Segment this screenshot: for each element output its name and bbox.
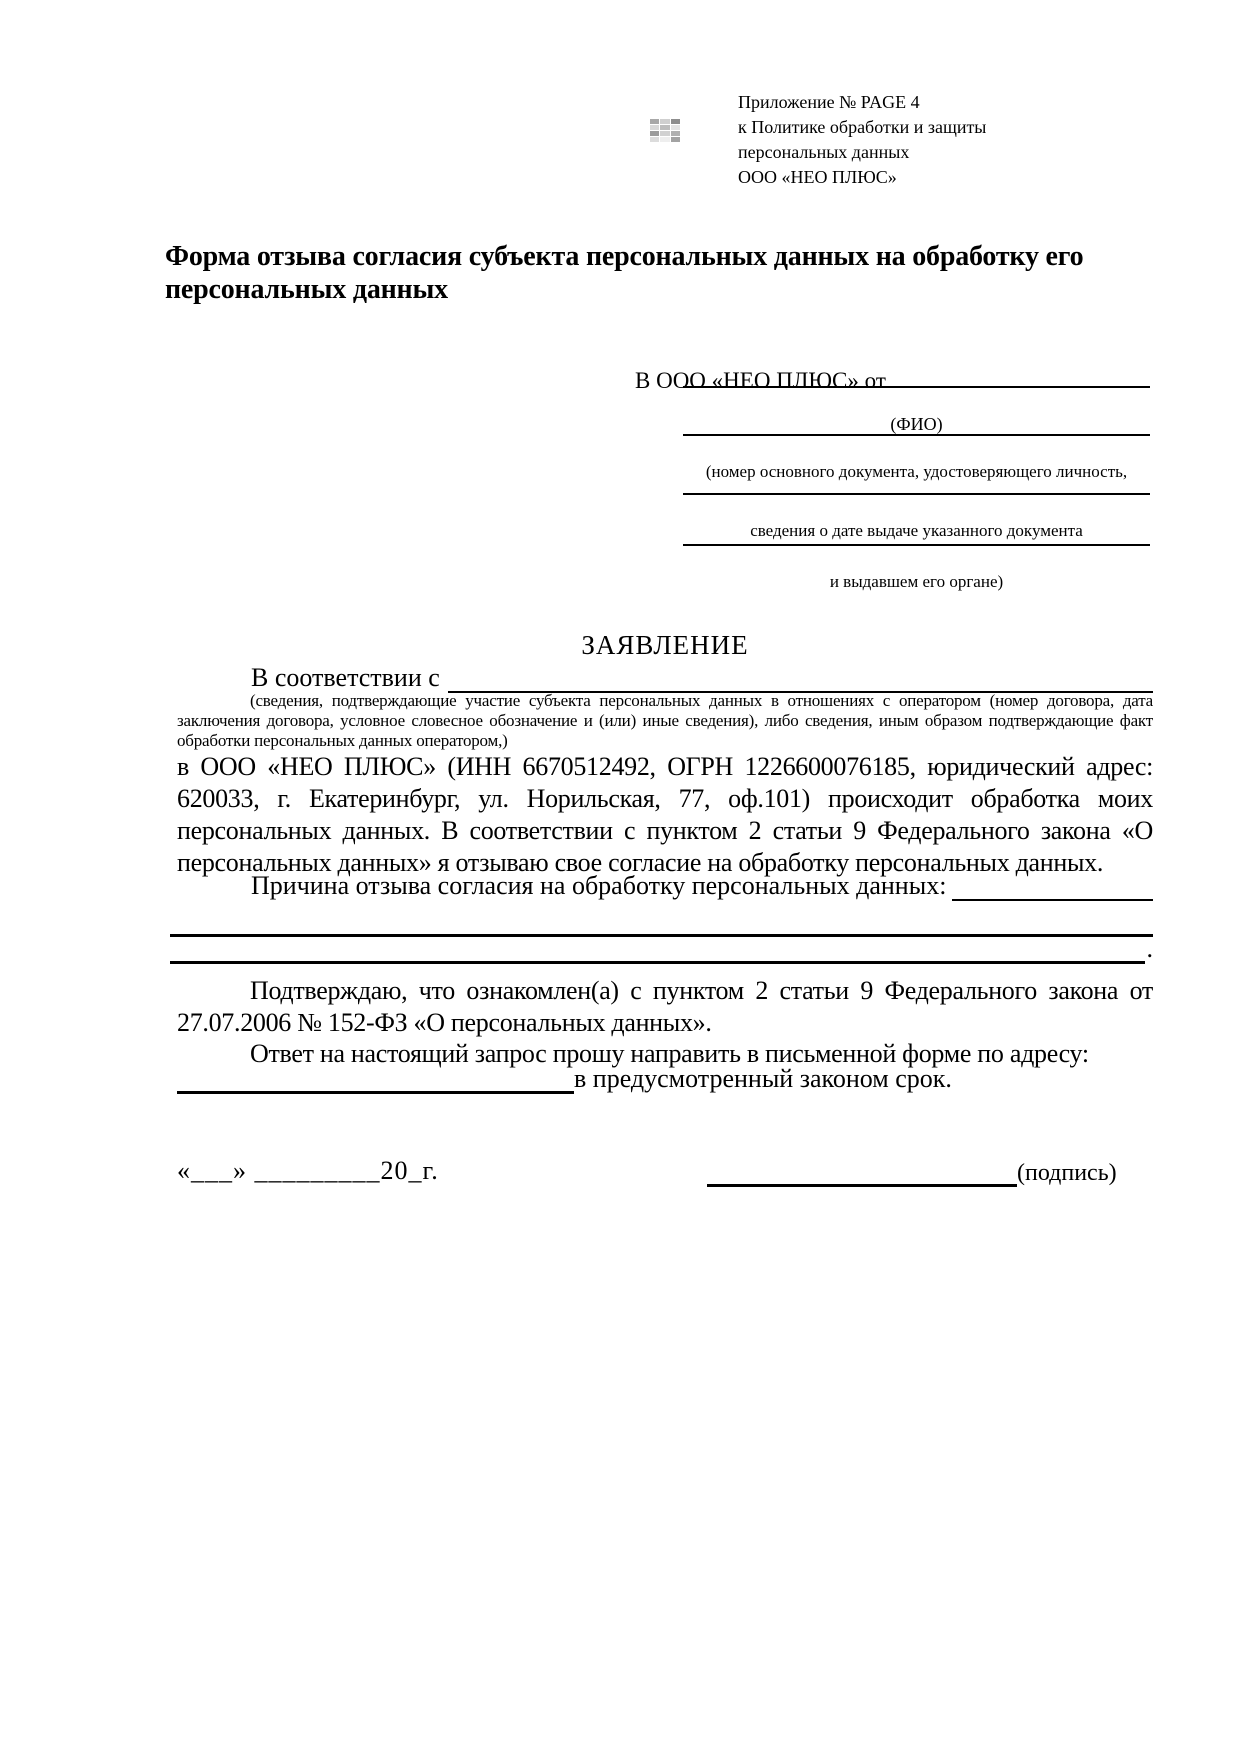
addressee-intro: В ООО «НЕО ПЛЮС» от [635, 368, 886, 393]
reason-blank-line [952, 875, 1153, 901]
policy-line-2: персональных данных [738, 142, 910, 162]
signature-label: (подпись) [1017, 1160, 1117, 1186]
reply-request-line: Ответ на настоящий запрос прошу направить в письменной форме по адресу: [250, 1039, 1089, 1068]
reason-blank-line-3 [170, 934, 1153, 964]
statement-heading: ЗАЯВЛЕНИЕ [581, 630, 749, 660]
document-title: Форма отзыва согласия субъекта персональных данных на обработку его персональных данных [165, 241, 1084, 305]
reason-blank-line-3-rule [170, 935, 1145, 964]
reason-prefix: Причина отзыва согласия на обработку персональных данных: [251, 871, 947, 900]
issuing-authority-label: и выдавшем его органе) [829, 572, 1004, 591]
date-blank-line: «___» _________20_г. [177, 1156, 439, 1185]
reply-address-blank-line [177, 1065, 574, 1094]
fine-print-note: (сведения, подтверждающие участие субъекта персональных данных в отношениях с оператором (номер договора, дата заключения договора, условное словесное обозначение и (или) иные сведения), либо сведения, иным образом подтверждающие факт обработки персональных данных оператором,) [177, 691, 1153, 750]
accordance-blank-line [448, 667, 1153, 693]
reply-suffix: в предусмотренный законом срок. [574, 1064, 952, 1093]
issue-date-blank-line [683, 493, 1150, 495]
statement-body: в ООО «НЕО ПЛЮС» (ИНН 6670512492, ОГРН 1226600076185, юридический адрес: 620033, г. Екатеринбург, ул. Норильская, 77, оф.101) происходит обработка моих персональных данных. В соответствии с пунктом 2 статьи 9 Федерального закона «О персональных данных» я отзываю свое согласие на обработку персональных данных. [177, 752, 1153, 877]
issuing-authority-blank-line [683, 544, 1150, 546]
reason-row [177, 871, 1153, 901]
document-number-label: (номер основного документа, удостоверяющего личность, [705, 462, 1128, 481]
fio-blank-line [683, 386, 1150, 388]
reason-blank-line-2 [170, 908, 1153, 937]
reply-address-row [177, 1064, 1153, 1094]
blank-line-terminator: . [1146, 934, 1153, 963]
company-name: ООО «НЕО ПЛЮС» [738, 167, 897, 187]
fio-label: (ФИО) [890, 414, 943, 434]
appendix-number-line: Приложение № PAGE 4 [738, 92, 920, 112]
signature-blank-line [707, 1156, 1017, 1187]
accordance-prefix: В соответствии с [251, 663, 440, 692]
appendix-header [738, 90, 986, 190]
embedded-object-icon [650, 119, 680, 142]
issue-date-label: сведения о дате выдаче указанного документа [750, 521, 1083, 540]
accordance-row [177, 663, 1153, 693]
confirmation-paragraph: Подтверждаю, что ознакомлен(а) с пунктом 2 статьи 9 Федерального закона от 27.07.2006 № 152-ФЗ «О персональных данных». [177, 976, 1153, 1037]
policy-line-1: к Политике обработки и защиты [738, 117, 987, 137]
document-number-blank-line [683, 434, 1150, 436]
